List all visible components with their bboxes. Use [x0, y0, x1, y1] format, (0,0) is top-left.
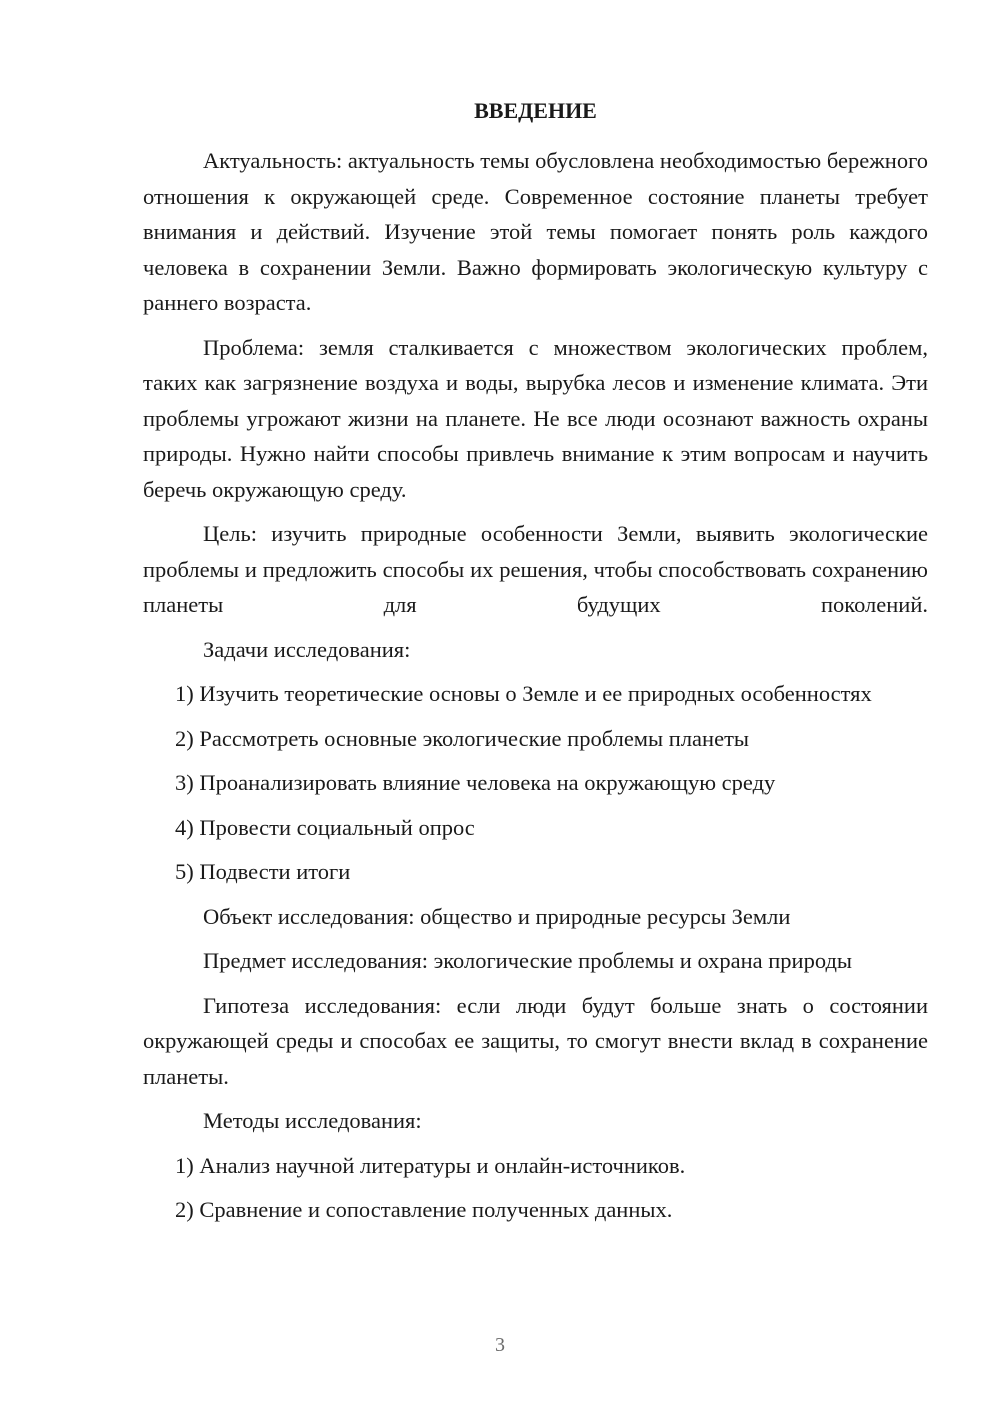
section-title: ВВЕДЕНИЕ	[474, 98, 597, 123]
tasks-heading: Задачи исследования:	[203, 636, 411, 662]
task-item-1: 1) Изучить теоретические основы о Земле и ее природных особенностях	[175, 681, 872, 706]
page-number: 3	[495, 1334, 505, 1356]
object-paragraph: Объект исследования: общество и природные ресурсы Земли	[203, 903, 791, 929]
document-page	[143, 96, 928, 1228]
task-item-5: 5) Подвести итоги	[175, 859, 351, 884]
task-item-3: 3) Проанализировать влияние человека на окружающую среду	[175, 770, 776, 795]
goal-paragraph: Цель: изучить природные особенности Земли, выявить экологические проблемы и предложить способы их решения, чтобы способствовать сохранению планеты для будущих поколений.	[143, 521, 928, 617]
task-item-2: 2) Рассмотреть основные экологические проблемы планеты	[175, 725, 750, 751]
method-item-1: 1) Анализ научной литературы и онлайн-источников.	[175, 1152, 686, 1178]
methods-heading: Методы исследования:	[203, 1108, 422, 1133]
method-item-2: 2) Сравнение и сопоставление полученных данных.	[175, 1197, 673, 1222]
task-item-4: 4) Провести социальный опрос	[175, 814, 475, 840]
subject-paragraph: Предмет исследования: экологические проблемы и охрана природы	[203, 948, 853, 973]
hypothesis-paragraph: Гипотеза исследования: если люди будут больше знать о состоянии окружающей среды и способах ее защиты, то смогут внести вклад в сохранение планеты.	[143, 992, 928, 1089]
relevance-paragraph: Актуальность: актуальность темы обусловлена необходимостью бережного отношения к окружающей среде. Современное состояние планеты требует внимания и действий. Изучение этой темы помогает понять роль каждого человека в сохранении Земли. Важно формировать экологическую культуру с раннего возраста.	[143, 148, 928, 315]
problem-paragraph: Проблема: земля сталкивается с множеством экологических проблем, таких как загрязнение воздуха и воды, вырубка лесов и изменение климата. Эти проблемы угрожают жизни на планете. Не все люди осознают важность охраны природы. Нужно найти способы привлечь внимание к этим вопросам и научить беречь окружающую среду.	[143, 334, 928, 502]
